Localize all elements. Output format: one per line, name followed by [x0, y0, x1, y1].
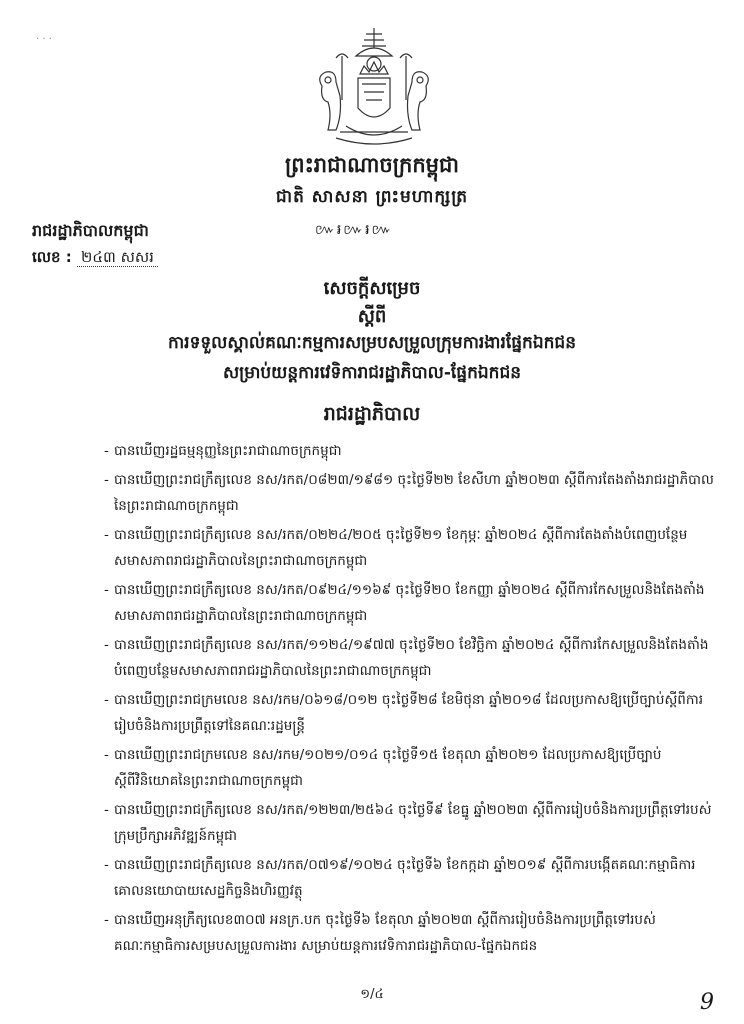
- reference-number-value: ២៤៣ សសរ: [77, 248, 158, 267]
- recital-item: - បានឃើញព្រះរាជក្រឹត្យលេខ នស/រកត/០៧១៩/១០២៤ ចុះថ្ងៃទី៦ ខែកក្កដា ឆ្នាំ២០១៩ ស្តីពីការបង្កើតគណៈកម្មាធិការគោលនយោបាយសេដ្ឋកិច្ចនិងហិរញ្ញវត្ថុ: [104, 852, 716, 904]
- recital-item: - បានឃើញព្រះរាជក្រមលេខ នស/រកម/១០២១/០១៤ ចុះថ្ងៃទី១៥ ខែតុលា ឆ្នាំ២០២១ ដែលប្រកាសឱ្យប្រើច្បាប់ស្តីពីវិនិយោគនៃព្រះរាជាណាចក្រកម្ពុជា: [104, 742, 716, 794]
- issuer-heading: រាជរដ្ឋាភិបាល: [323, 403, 421, 425]
- issuing-body-name: រាជរដ្ឋាភិបាលកម្ពុជា: [32, 221, 149, 240]
- royal-arms-of-cambodia-icon: [306, 26, 442, 152]
- recital-item: - បានឃើញព្រះរាជក្រមលេខ នស/រកម/០៦១៨/០១២ ចុះថ្ងៃទី២៨ ខែមិថុនា ឆ្នាំ២០១៨ ដែលប្រកាសឱ្យប្រើច្បាប់ស្តីពីការរៀបចំនិងការប្រព្រឹត្តទៅនៃគណៈរដ្ឋមន្ត្រី: [104, 687, 716, 739]
- recitals-list: [104, 438, 716, 962]
- reference-number: [32, 248, 158, 270]
- recital-item: - បានឃើញព្រះរាជក្រឹត្យលេខ នស/រកត/០២២៤/២០៥ ចុះថ្ងៃទី២១ ខែកុម្ភៈ ឆ្នាំ២០២៤ ស្តីពីការតែងតាំងបំពេញបន្ថែមសមាសភាពរាជរដ្ឋាភិបាលនៃព្រះរាជាណាចក្រកម្ពុជា: [104, 522, 716, 574]
- recital-item: - បានឃើញព្រះរាជក្រឹត្យលេខ នស/រកត/០៩២៤/១១៦៩ ចុះថ្ងៃទី២០ ខែកញ្ញា ឆ្នាំ២០២៤ ស្តីពីការកែសម្រួលនិងតែងតាំងសមាសភាពរាជរដ្ឋាភិបាលនៃព្រះរាជាណាចក្រកម្ពុជា: [104, 577, 716, 629]
- recital-item: - បានឃើញព្រះរាជក្រឹត្យលេខ នស/រកត/១២២៣/២៥៦៤ ចុះថ្ងៃទី៩ ខែធ្នូ ឆ្នាំ២០២៣ ស្តីពីការរៀបចំនិងការប្រព្រឹត្តទៅរបស់ក្រុមប្រឹក្សាអភិវឌ្ឍន៍កម្ពុជា: [104, 797, 716, 849]
- page-number: ១/៤: [360, 987, 384, 1002]
- about-label: ស្តីពី: [357, 306, 387, 327]
- scan-mark: · · ·: [36, 34, 52, 45]
- recital-item: - បានឃើញអនុក្រឹត្យលេខ៣០៧ អនក្រ.បក ចុះថ្ងៃទី៦ ខែតុលា ឆ្នាំ២០២៣ ស្តីពីការរៀបចំនិងការប្រព្រឹត្តទៅរបស់គណៈកម្មាធិការសម្របសម្រួលការងារ សម្រាប់យន្តការវេទិការាជរដ្ឋាភិបាល-ផ្នែកឯកជន: [104, 907, 716, 959]
- reference-number-label: លេខ :: [32, 248, 72, 266]
- subject-line-1: ការទទួលស្គាល់គណៈកម្មការសម្របសម្រួលក្រុមការងារផ្នែកឯកជន: [167, 333, 577, 353]
- national-motto: ជាតិ សាសនា ព្រះមហាក្សត្រ: [275, 187, 469, 207]
- recital-item: - បានឃើញរដ្ឋធម្មនុញ្ញនៃព្រះរាជាណាចក្រកម្ពុជា: [104, 438, 716, 464]
- subject-line-2: សម្រាប់យន្តការវេទិការាជរដ្ឋាភិបាល-ផ្នែកឯកជន: [222, 363, 522, 383]
- kingdom-name: ព្រះរាជាណាចក្រកម្ពុជា: [284, 153, 459, 177]
- recital-item: - បានឃើញព្រះរាជក្រឹត្យលេខ នស/រកត/១១២៤/១៩៧៧ ចុះថ្ងៃទី២០ ខែវិច្ឆិកា ឆ្នាំ២០២៤ ស្តីពីការកែសម្រួលនិងតែងតាំងបំពេញបន្ថែមសមាសភាពរាជរដ្ឋាភិបាលនៃព្រះរាជាណាចក្រកម្ពុជា: [104, 632, 716, 684]
- recital-item: - បានឃើញព្រះរាជក្រឹត្យលេខ នស/រកត/០៨២៣/១៩៨១ ចុះថ្ងៃទី២២ ខែសីហា ឆ្នាំ២០២៣ ស្តីពីការតែងតាំងរាជរដ្ឋាភិបាលនៃព្រះរាជាណាចក្រកម្ពុជា: [104, 467, 716, 519]
- document-type-title: សេចក្តីសម្រេច: [323, 278, 421, 299]
- decorative-ornament: ៚៛៚៛៚: [315, 222, 394, 238]
- handwritten-margin-mark: 9: [700, 990, 714, 1015]
